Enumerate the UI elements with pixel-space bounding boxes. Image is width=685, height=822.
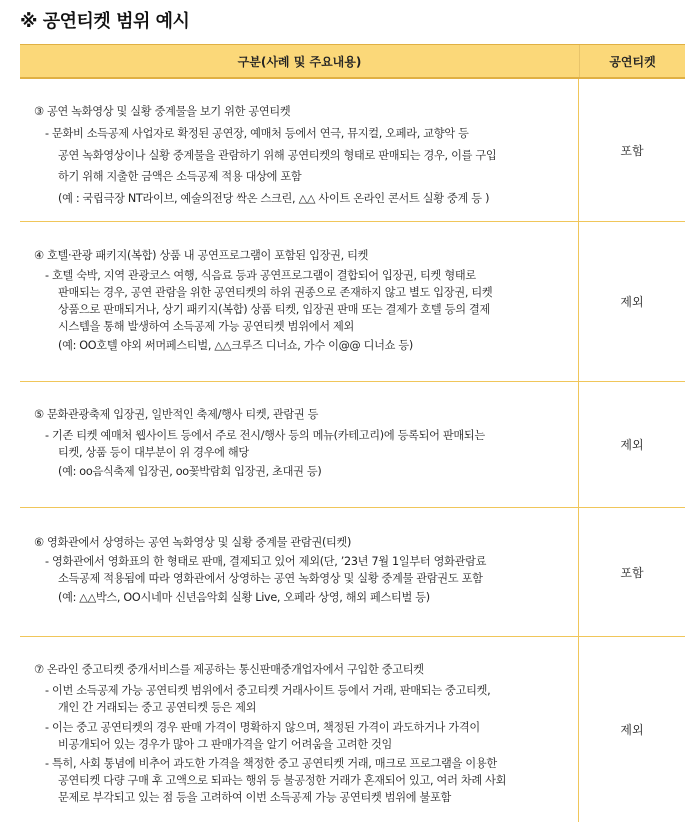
header-category: 구분(사례 및 주요내용) bbox=[20, 45, 580, 77]
table-row bbox=[20, 637, 685, 822]
row-line: 상품으로 판매되거나, 상기 패키지(복합) 상품 티켓, 입장권 판매 또는 결제가 호텔 등의 결제 bbox=[58, 303, 490, 316]
header-ticket: 공연티켓 bbox=[609, 54, 656, 69]
ticket-scope-table bbox=[20, 44, 685, 822]
row-heading: ⑦ 온라인 중고티켓 중개서비스를 제공하는 통신판매중개업자에서 구입한 중고티켓 bbox=[34, 663, 424, 676]
row-description bbox=[20, 637, 579, 822]
row-line: 개인 간 거래되는 중고 공연티켓 등은 제외 bbox=[58, 701, 257, 714]
row-heading: ⑤ 문화관광축제 입장권, 일반적인 축제/행사 티켓, 관람권 등 bbox=[34, 408, 319, 421]
row-heading: ③ 공연 녹화영상 및 실황 중계물을 보기 위한 공연티켓 bbox=[34, 105, 291, 118]
row-value: 포함 bbox=[620, 565, 644, 580]
page-title: ※ 공연티켓 범위 예시 bbox=[20, 11, 190, 32]
row-description bbox=[20, 382, 579, 507]
row-line: 문제로 부각되고 있는 점 등을 고려하여 이번 소득공제 가능 공연티켓 범위에 불포함 bbox=[58, 791, 452, 804]
row-line: - 문화비 소득공제 사업자로 확정된 공연장, 예매처 등에서 연극, 뮤지컬, 오페라, 교향악 등 bbox=[45, 127, 469, 140]
row-description bbox=[20, 508, 579, 636]
row-value: 제외 bbox=[620, 723, 644, 737]
row-line: 시스템을 통해 발생하여 소득공제 가능 공연티켓 범위에서 제외 bbox=[58, 320, 354, 333]
row-line: 소득공제 적용됨에 따라 영화관에서 상영하는 공연 녹화영상 및 실황 중계물 관람권도 포함 bbox=[58, 572, 483, 585]
table-row bbox=[20, 508, 685, 637]
row-line: - 호텔 숙박, 지역 관광코스 여행, 식음료 등과 공연프로그램이 결합되어 입장권, 티켓 형태로 bbox=[45, 269, 476, 282]
row-value: 제외 bbox=[620, 438, 644, 452]
row-line: 비공개되어 있는 경우가 많아 그 판매가격을 알기 어려움을 고려한 것임 bbox=[58, 738, 393, 751]
row-value: 포함 bbox=[620, 143, 644, 158]
row-line: 하기 위해 지출한 금액은 소득공제 적용 대상에 포함 bbox=[58, 170, 302, 183]
row-heading: ⑥ 영화관에서 상영하는 공연 녹화영상 및 실황 중계물 관람권(티켓) bbox=[34, 536, 352, 549]
row-example: (예 : 국립극장 NT라이브, 예술의전당 싹온 스크린, △△ 사이트 온라인 콘서트 실황 중계 등 ) bbox=[58, 192, 490, 205]
table-row bbox=[20, 382, 685, 508]
row-heading: ④ 호텔·관광 패키지(복합) 상품 내 공연프로그램이 포함된 입장권, 티켓 bbox=[34, 249, 369, 262]
table-row bbox=[20, 222, 685, 382]
row-example: (예: oo음식축제 입장권, oo꽃박람회 입장권, 초대권 등) bbox=[58, 465, 322, 478]
row-value: 제외 bbox=[620, 295, 644, 309]
row-line: 티켓, 상품 등이 대부분이 위 경우에 해당 bbox=[58, 446, 249, 459]
row-line: - 이번 소득공제 가능 공연티켓 범위에서 중고티켓 거래사이트 등에서 거래, 판매되는 중고티켓, bbox=[45, 684, 491, 697]
row-line: - 영화관에서 영화표의 한 형태로 판매, 결제되고 있어 제외(단, ’23년 7월 1일부터 영화관람료 bbox=[45, 555, 487, 568]
row-line: - 기존 티켓 예매처 웹사이트 등에서 주로 전시/행사 등의 메뉴(카테고리)에 등록되어 판매되는 bbox=[45, 429, 485, 442]
row-description bbox=[20, 222, 579, 381]
row-line: 공연 녹화영상이나 실황 중계물을 관람하기 위해 공연티켓의 형태로 판매되는 경우, 이를 구입 bbox=[58, 149, 497, 162]
row-line: 판매되는 경우, 공연 관람을 위한 공연티켓의 하위 권종으로 존재하지 않고 별도 입장권, 티켓 bbox=[58, 286, 493, 299]
row-line: - 특히, 사회 통념에 비추어 과도한 가격을 책정한 중고 공연티켓 거래, 매크로 프로그램을 이용한 bbox=[45, 757, 497, 770]
row-line: 공연티켓 다량 구매 후 고액으로 되파는 행위 등 불공정한 거래가 혼재되어 있고, 여러 차례 사회 bbox=[58, 774, 507, 787]
row-example: (예: △△박스, OO시네마 신년음악회 실황 Live, 오페라 상영, 해외 페스티벌 등) bbox=[58, 591, 430, 604]
row-description bbox=[20, 79, 579, 221]
table-header bbox=[20, 44, 685, 79]
row-line: - 이는 중고 공연티켓의 경우 판매 가격이 명확하지 않으며, 책정된 가격이 과도하거나 가격이 bbox=[45, 721, 480, 734]
table-row bbox=[20, 79, 685, 222]
row-example: (예: OO호텔 야외 써머페스티벌, △△크루즈 디너쇼, 가수 이@@ 디너쇼 등) bbox=[58, 339, 413, 352]
